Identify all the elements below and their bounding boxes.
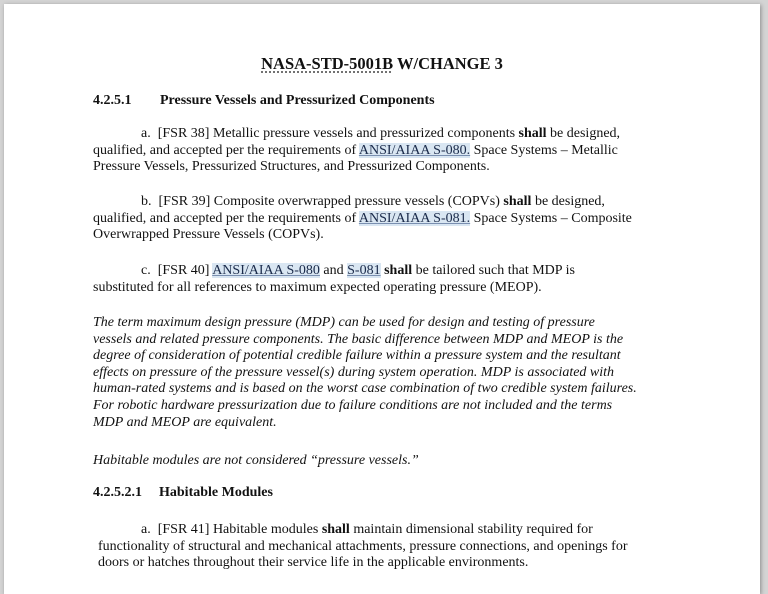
document-page	[4, 4, 760, 594]
text: functionality of structural and mechanical attachments, pressure connections, and openings for	[98, 538, 628, 554]
document-title	[4, 54, 760, 74]
note-line: human-rated systems and is based on the worst case combination of two credible system failures.	[93, 381, 637, 397]
text: be tailored such that MDP is	[412, 263, 575, 278]
standard-id: NASA-STD-5001B	[261, 54, 394, 73]
shall-keyword: shall	[321, 522, 350, 537]
text: qualified, and accepted per the requirements of	[93, 210, 359, 226]
title-suffix: W/CHANGE 3	[393, 54, 503, 73]
section-number: 4.2.5.2.1	[93, 485, 142, 500]
text: Space Systems – Composite	[470, 210, 632, 226]
paragraph-b	[93, 194, 632, 244]
note-line: degree of consideration of potential credible failure within a pressure system and the resultant	[93, 348, 621, 364]
text: maintain dimensional stability required for	[349, 522, 593, 537]
shall-keyword: shall	[384, 263, 413, 278]
note-line: MDP and MEOP are equivalent.	[93, 414, 277, 430]
text: and	[319, 263, 348, 278]
text: doors or hatches throughout their service life in the applicable environments.	[98, 555, 529, 571]
section-title: Habitable Modules	[159, 485, 273, 500]
s-081-link[interactable]: S-081	[347, 263, 381, 278]
section-heading-4-2-5-1	[93, 93, 435, 109]
text: c. [FSR 40]	[141, 263, 213, 278]
mdp-note	[93, 315, 637, 431]
section-title: Pressure Vessels and Pressurized Components	[160, 93, 435, 108]
text: be designed,	[546, 126, 621, 141]
text: Pressure Vessels, Pressurized Structures, and Pressurized Components.	[93, 159, 490, 175]
text: a. [FSR 38] Metallic pressure vessels and pressurized components	[141, 126, 519, 141]
section-number: 4.2.5.1	[93, 93, 132, 108]
paragraph-c	[93, 263, 575, 296]
text: Space Systems – Metallic	[470, 142, 618, 158]
shall-keyword: shall	[518, 126, 547, 141]
text: b. [FSR 39] Composite overwrapped pressure vessels (COPVs)	[141, 194, 504, 209]
text: a. [FSR 41] Habitable modules	[141, 522, 322, 537]
ansi-aiaa-s-080-link[interactable]: ANSI/AIAA S-080	[212, 263, 320, 278]
ansi-aiaa-s-081-link[interactable]: ANSI/AIAA S-081.	[358, 210, 471, 226]
note-line: effects on pressure of the pressure vessel(s) during system operation. MDP is associated with	[93, 364, 615, 380]
habitable-note	[93, 453, 419, 470]
paragraph-d	[98, 522, 628, 572]
note-line: Habitable modules are not considered “pressure vessels.”	[93, 453, 419, 468]
text: Overwrapped Pressure Vessels (COPVs).	[93, 227, 324, 243]
ansi-aiaa-s-080-link[interactable]: ANSI/AIAA S-080.	[358, 142, 471, 158]
note-line: vessels and related pressure components. The basic difference between MDP and MEOP is the	[93, 331, 624, 347]
section-heading-4-2-5-2-1	[93, 485, 273, 501]
note-line: The term maximum design pressure (MDP) can be used for design and testing of pressure	[93, 315, 595, 330]
note-line: For robotic hardware pressurization due to failure conditions are not included and the terms	[93, 397, 613, 413]
paragraph-a	[93, 126, 620, 176]
text: qualified, and accepted per the requirements of	[93, 142, 359, 158]
text: be designed,	[531, 194, 605, 209]
shall-keyword: shall	[503, 194, 532, 209]
text: substituted for all references to maximum expected operating pressure (MEOP).	[93, 279, 542, 295]
